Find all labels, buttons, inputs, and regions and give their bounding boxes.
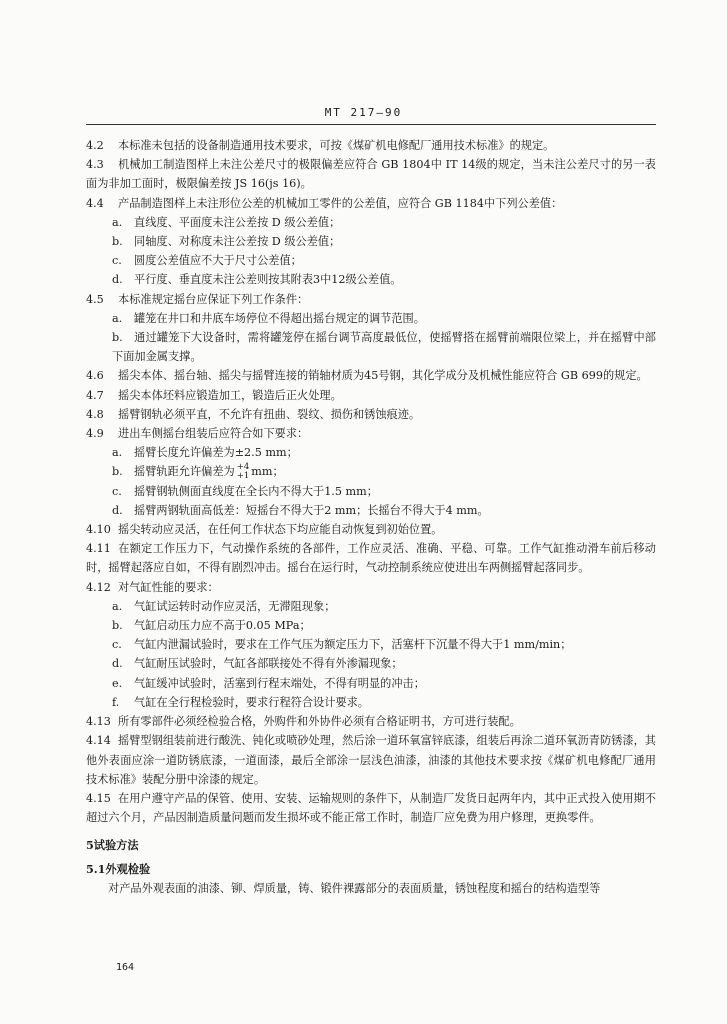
list-marker: a.	[112, 599, 123, 613]
tolerance-upper: +4	[236, 462, 250, 473]
clause-text: 在额定工作压力下，气动操作系统的各部件，工作应灵活、准确、平稳、可靠。工作气缸推动滑车前后移动时，摇臂起落应自如，不得有剧烈冲击。摇台在运行时，气动控制系统应使进出车两侧摇臂起落同步。	[86, 542, 656, 575]
document-body	[86, 136, 656, 898]
clause-text: 机械加工制造图样上未注公差尺寸的极限偏差应符合 GB 1804中 IT 14级的规定，当未注公差尺寸的另一表面为非加工面时，极限偏差按 JS 16(js 16)。	[86, 158, 656, 191]
list-item	[86, 251, 656, 270]
clause-paragraph	[86, 136, 656, 155]
clause-paragraph	[86, 194, 656, 213]
clause-number: 4.5	[86, 292, 104, 306]
list-item	[86, 443, 656, 462]
list-item-text: 摇臂钢轨侧面直线度在全长内不得大于1.5 mm；	[134, 484, 378, 498]
list-marker: b.	[112, 331, 123, 345]
clause-paragraph	[86, 405, 656, 424]
subsection-heading	[86, 860, 656, 879]
list-item-text: 气缸试运转时动作应灵活，无滞阻现象；	[134, 599, 336, 613]
list-item-text: 气缸内泄漏试验时，要求在工作气压为额定压力下，活塞杆下沉量不得大于1 mm/min；	[134, 638, 572, 652]
clause-text: 摇臂钢轨必须平直，不允许有扭曲、裂纹、损伤和锈蚀痕迹。	[118, 407, 421, 421]
clause-paragraph	[86, 366, 656, 385]
clause-text: 摇臂型钢组装前进行酸洗、钝化或喷砂处理，然后涂一道环氧富锌底漆，组装后再涂二道环氧沥青防锈漆，其他外表面应涂一道防锈底漆，一道面漆，最后全部涂一层浅色油漆，油漆的其他技术要求按《煤矿机电修配厂通用技术标准》装配分册中涂漆的规定。	[86, 734, 656, 786]
subsection-text: 对产品外观表面的油漆、铆、焊质量，铸、锻件裸露部分的表面质量，锈蚀程度和摇台的结构造型等	[108, 881, 601, 895]
clause-paragraph	[86, 155, 656, 193]
clause-text: 产品制造图样上未注形位公差的机械加工零件的公差值，应符合 GB 1184中下列公差值：	[118, 196, 563, 210]
list-marker: b.	[112, 465, 123, 479]
clause-paragraph	[86, 386, 656, 405]
clause-text: 摇尖本体坯料应锻造加工，锻造后正火处理。	[118, 388, 342, 402]
clause-number: 4.8	[86, 407, 104, 421]
clause-paragraph	[86, 520, 656, 539]
list-item	[86, 328, 656, 366]
clause-number: 4.7	[86, 388, 104, 402]
list-item	[86, 309, 656, 328]
clause-paragraph	[86, 578, 656, 597]
header-rule	[86, 124, 656, 125]
section-heading	[86, 836, 656, 855]
clause-number: 4.12	[86, 580, 111, 594]
standard-code-header: MT 217—90	[324, 106, 403, 119]
clause-text: 在用户遵守产品的保管、使用、安装、运输规则的条件下，从制造厂发货日起两年内，其中正式投入使用期不超过六个月，产品因制造质量问题而发生损坏或不能正常工作时，制造厂应免费为用户修理，更换零件。	[86, 791, 656, 825]
list-item-text: 气缸耐压试验时，气缸各部联接处不得有外渗漏现象；	[134, 657, 403, 671]
clause-text: 所有零部件必须经检验合格，外购件和外协件必须有合格证明书，方可进行装配。	[118, 715, 521, 729]
list-item-text: 摇臂两钢轨面高低差：短摇台不得大于2 mm；长摇台不得大于4 mm。	[134, 503, 489, 517]
clause-text: 对气缸性能的要求：	[118, 580, 219, 594]
clause-number: 4.2	[86, 139, 104, 152]
clause-paragraph	[86, 789, 656, 827]
clause-paragraph	[86, 731, 656, 789]
clause-paragraph	[86, 424, 656, 443]
section-title: 试验方法	[93, 838, 139, 853]
clause-number: 4.9	[86, 427, 104, 441]
list-item	[86, 674, 656, 693]
list-item	[86, 482, 656, 501]
clause-paragraph	[86, 290, 656, 309]
list-marker: b.	[112, 235, 123, 249]
list-item-text: 摇臂轨距允许偏差为	[134, 465, 235, 479]
tolerance-unit: mm；	[251, 465, 284, 479]
list-marker: a.	[112, 311, 123, 325]
page-number: 164	[116, 962, 135, 973]
list-item-text: 摇臂长度允许偏差为±2.5 mm；	[134, 446, 298, 460]
clause-number: 4.13	[86, 715, 111, 729]
tolerance-fraction	[237, 463, 250, 481]
list-item-text: 圆度公差值应不大于尺寸公差值；	[134, 254, 302, 268]
list-marker: d.	[112, 503, 123, 517]
clause-number: 4.10	[86, 523, 111, 537]
list-item	[86, 213, 656, 232]
clause-number: 4.6	[86, 369, 104, 383]
list-item	[86, 270, 656, 289]
list-marker: d.	[112, 273, 123, 287]
list-item-text: 同轴度、对称度未注公差按 D 级公差值；	[134, 235, 341, 249]
list-marker: c.	[112, 254, 122, 268]
subsection-title: 外观检验	[105, 861, 151, 876]
clause-paragraph	[86, 712, 656, 731]
clause-text: 进出车侧摇台组装后应符合如下要求：	[118, 427, 309, 441]
list-item-text: 气缸启动压力应不高于0.05 MPa；	[134, 619, 311, 633]
clause-number: 4.11	[86, 542, 111, 556]
clause-text: 摇尖转动应灵活，在任何工作状态下均应能自动恢复到初始位置。	[118, 523, 443, 537]
list-item-text: 直线度、平面度未注公差按 D 级公差值；	[134, 215, 341, 229]
clause-number: 4.3	[86, 158, 104, 172]
section-number: 5	[86, 838, 94, 853]
list-item	[86, 462, 656, 481]
list-marker: f.	[112, 695, 120, 709]
list-item	[86, 616, 656, 635]
clause-text: 本标准未包括的设备制造通用技术要求，可按《煤矿机电修配厂通用技术标准》的规定。	[118, 139, 555, 152]
list-item-text: 平行度、垂直度未注公差则按其附表3中12级公差值。	[134, 273, 402, 287]
list-item	[86, 501, 656, 520]
list-item-text: 罐笼在井口和井底车场停位不得超出摇台规定的调节范围。	[134, 311, 425, 325]
list-marker: a.	[112, 446, 123, 460]
clause-number: 4.4	[86, 196, 104, 210]
list-item-text: 气缸缓冲试验时，活塞到行程末端处，不得有明显的冲击；	[134, 676, 425, 690]
clause-text: 摇尖本体、摇台轴、摇尖与摇臂连接的销轴材质为45号钢，其化学成分及机械性能应符合 GB 699的规定。	[118, 369, 648, 383]
clause-number: 4.14	[86, 734, 111, 748]
list-marker: b.	[112, 619, 123, 633]
subsection-number: 5.1	[86, 861, 106, 876]
list-item	[86, 597, 656, 616]
list-item-text: 通过罐笼下大设备时，需将罐笼停在摇台调节高度最低位，使摇臂搭在摇臂前端限位梁上，并在摇臂中部下面加金属支撑。	[112, 331, 656, 364]
list-item-text: 气缸在全行程检验时，要求行程符合设计要求。	[134, 695, 369, 709]
list-item	[86, 654, 656, 673]
clause-text: 本标准规定摇台应保证下列工作条件：	[118, 292, 309, 306]
list-item	[86, 635, 656, 654]
list-marker: c.	[112, 484, 122, 498]
list-marker: c.	[112, 638, 122, 652]
list-marker: e.	[112, 676, 123, 690]
clause-paragraph	[86, 539, 656, 577]
list-marker: a.	[112, 215, 123, 229]
clause-number: 4.15	[86, 791, 111, 805]
list-marker: d.	[112, 657, 123, 671]
list-item	[86, 232, 656, 251]
tolerance-lower: +1	[236, 471, 250, 482]
list-item	[86, 693, 656, 712]
